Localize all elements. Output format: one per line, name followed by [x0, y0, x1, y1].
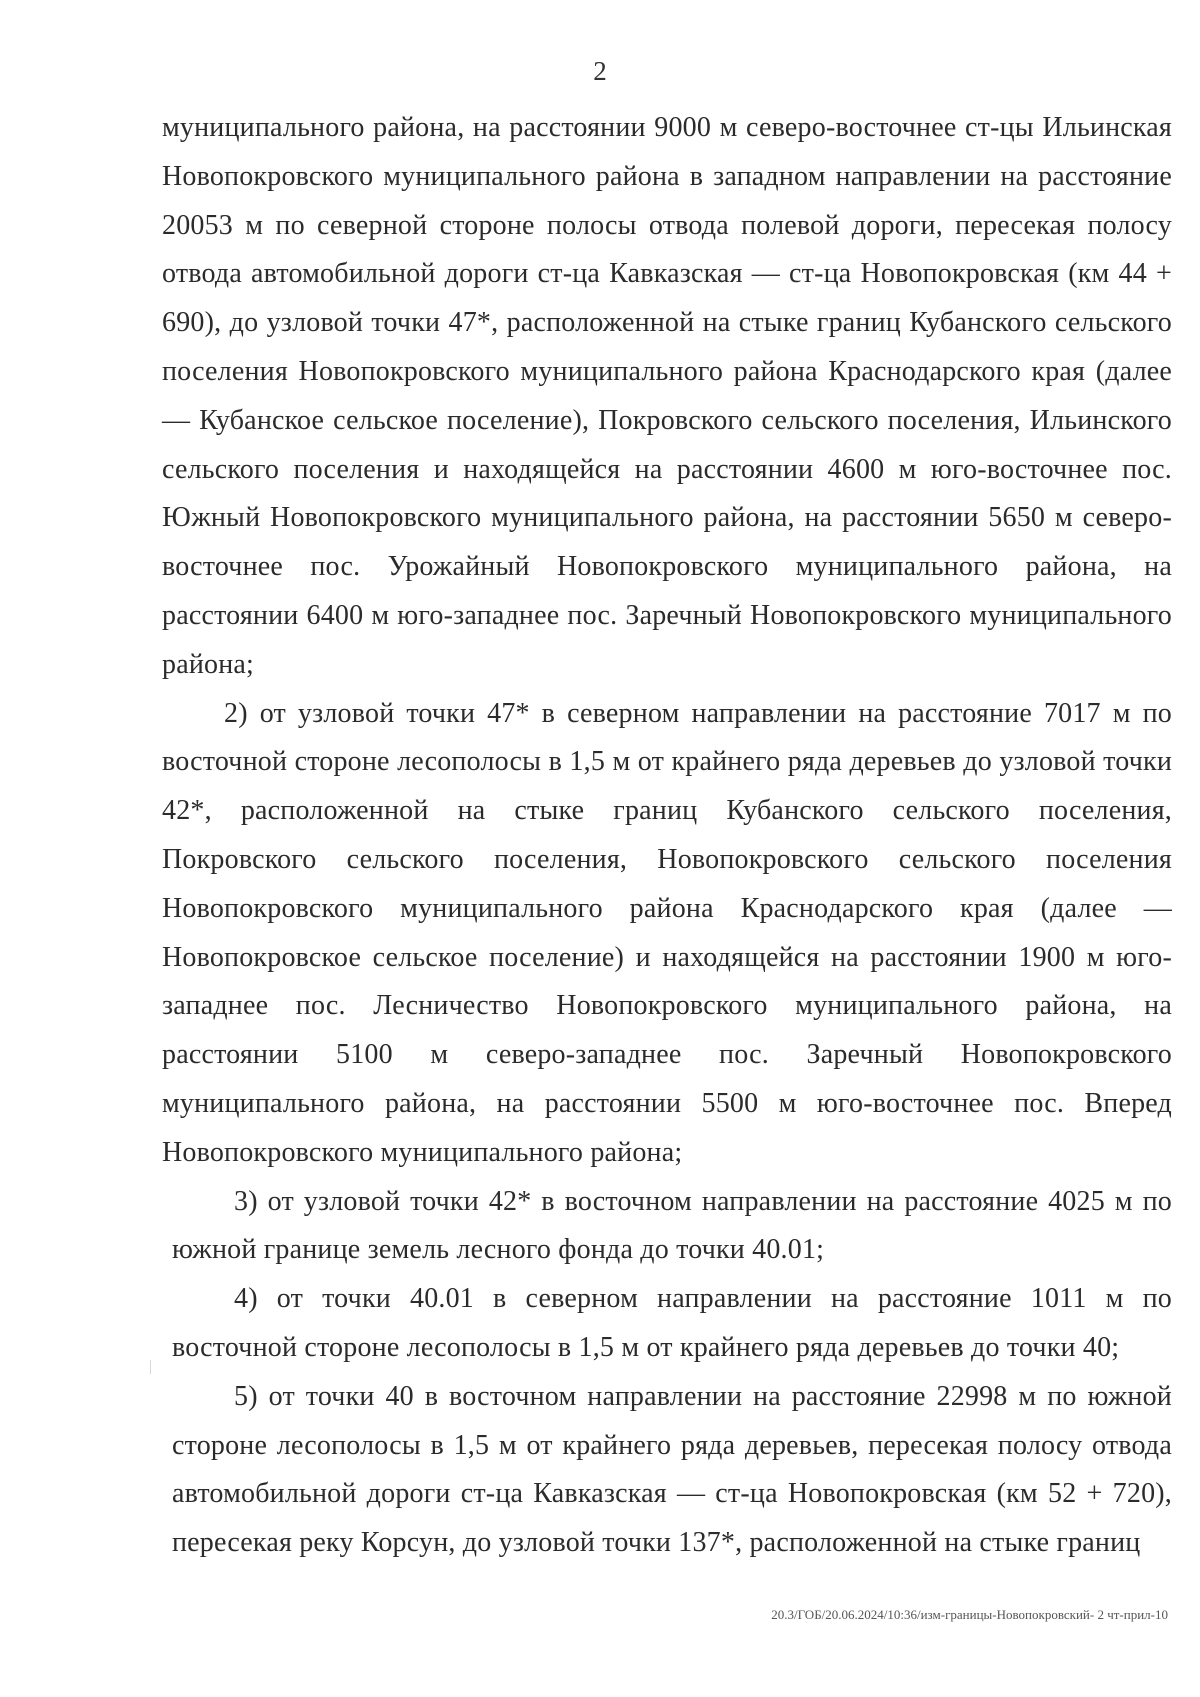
document-body — [162, 104, 1172, 1568]
paragraph-item-4: 4) от точки 40.01 в северном направлении на расстояние 1011 м по восточной стороне лесополосы в 1,5 м от крайнего ряда деревьев до точки 40; — [172, 1283, 1172, 1363]
paragraph-item-3: 3) от узловой точки 42* в восточном направлении на расстояние 4025 м по южной границе земель лесного фонда до точки 40.01; — [172, 1185, 1172, 1266]
scan-artifact — [150, 1360, 151, 1374]
page-number: 2 — [593, 56, 607, 86]
paragraph-item-2: 2) от узловой точки 47* в северном направлении на расстояние 7017 м по восточной стороне лесополосы в 1,5 м от крайнего ряда деревьев до узловой точки 42*, расположенной на стыке границ Кубанского сельского поселения, Покровского сельского поселения, Новопокровского сельского поселения Новопокровского муниципального района Краснодарского края (далее — Новопокровское сельское поселение) и находящейся на расстоянии 1900 м юго-западнее пос. Лесничество Новопокровского муниципального района, на расстоянии 5100 м северо-западнее пос. Заречный Новопокровского муниципального района, на расстоянии 5500 м юго-восточнее пос. Вперед Новопокровского муниципального района; — [162, 697, 1172, 1168]
paragraph-continuation: муниципального района, на расстоянии 9000 м северо-восточнее ст-цы Ильинская Новопокровского муниципального района в западном направлении на расстояние 20053 м по северной стороне полосы отвода полевой дороги, пересекая полосу отвода автомобильной дороги ст-ца Кавказская — ст-ца Новопокровская (км 44 + 690), до узловой точки 47*, расположенной на стыке границ Кубанского сельского поселения Новопокровского муниципального района Краснодарского края (далее — Кубанское сельское поселение), Покровского сельского поселения, Ильинского сельского поселения и находящейся на расстоянии 4600 м юго-восточнее пос. Южный Новопокровского муниципального района, на расстоянии 5650 м северо-восточнее пос. Урожайный Новопокровского муниципального района, на расстоянии 6400 м юго-западнее пос. Заречный Новопокровского муниципального района; — [162, 112, 1172, 680]
paragraph-item-5: 5) от точки 40 в восточном направлении на расстояние 22998 м по южной стороне лесополосы в 1,5 м от крайнего ряда деревьев, пересекая полосу отвода автомобильной дороги ст-ца Кавказская — ст-ца Новопокровская (км 52 + 720), пересекая реку Корсун, до узловой точки 137*, расположенной на стыке границ — [172, 1380, 1172, 1559]
document-footer: 20.3/ГОБ/20.06.2024/10:36/изм-границы-Новопокровский- 2 чт-прил-10 — [771, 1607, 1168, 1622]
